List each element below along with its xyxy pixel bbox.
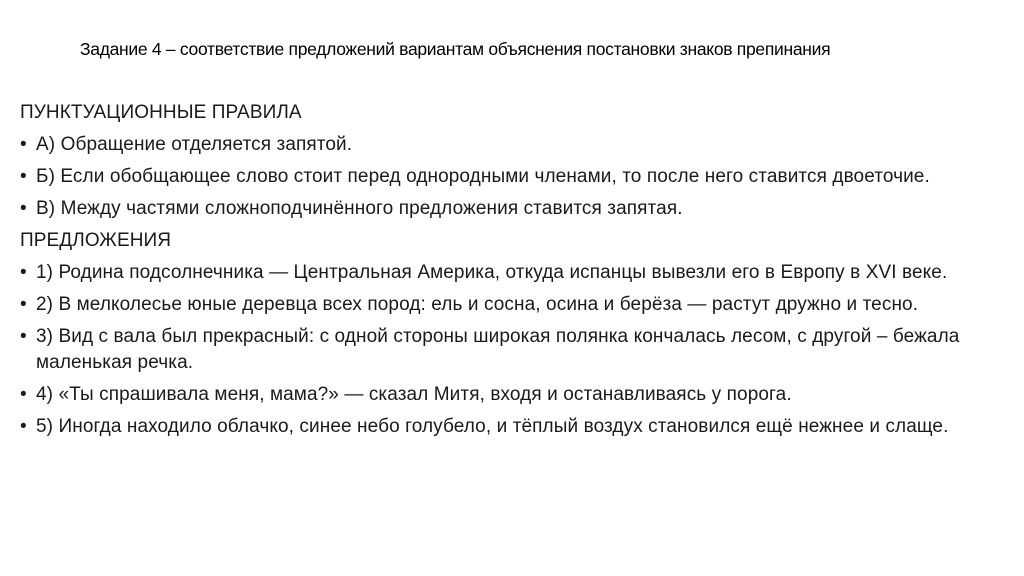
sentence-item-3: • 3) Вид с вала был прекрасный: с одной стороны широкая полянка кончалась лесом, с другой – бежала маленькая речка. bbox=[20, 324, 1010, 376]
sentence-item-4: • 4) «Ты спрашивала меня, мама?» — сказал Митя, входя и останавливаясь у порога. bbox=[20, 382, 1010, 408]
sentence-item-2: • 2) В мелколесье юные деревца всех пород: ель и сосна, осина и берёза — растут дружно и тесно. bbox=[20, 292, 1010, 318]
sentences-list bbox=[20, 260, 1010, 440]
sentence-item-1: • 1) Родина подсолнечника — Центральная Америка, откуда испанцы вывезли его в Европу в XVI веке. bbox=[20, 260, 1010, 286]
rule-item-b: • Б) Если обобщающее слово стоит перед однородными членами, то после него ставится двоеточие. bbox=[20, 164, 1010, 190]
sentences-heading: ПРЕДЛОЖЕНИЯ bbox=[20, 230, 172, 251]
rule-item-c: • В) Между частями сложноподчинённого предложения ставится запятая. bbox=[20, 196, 1010, 222]
rules-heading: ПУНКТУАЦИОННЫЕ ПРАВИЛА bbox=[20, 102, 302, 123]
slide-title: Задание 4 – соответствие предложений вариантам объяснения постановки знаков препинания bbox=[80, 39, 831, 59]
sentence-item-5: • 5) Иногда находило облачко, синее небо голубело, и тёплый воздух становился ещё нежнее и слаще. bbox=[20, 414, 1010, 440]
slide-content bbox=[20, 100, 1010, 446]
rules-list bbox=[20, 132, 1010, 222]
rule-item-a: • А) Обращение отделяется запятой. bbox=[20, 132, 1010, 158]
